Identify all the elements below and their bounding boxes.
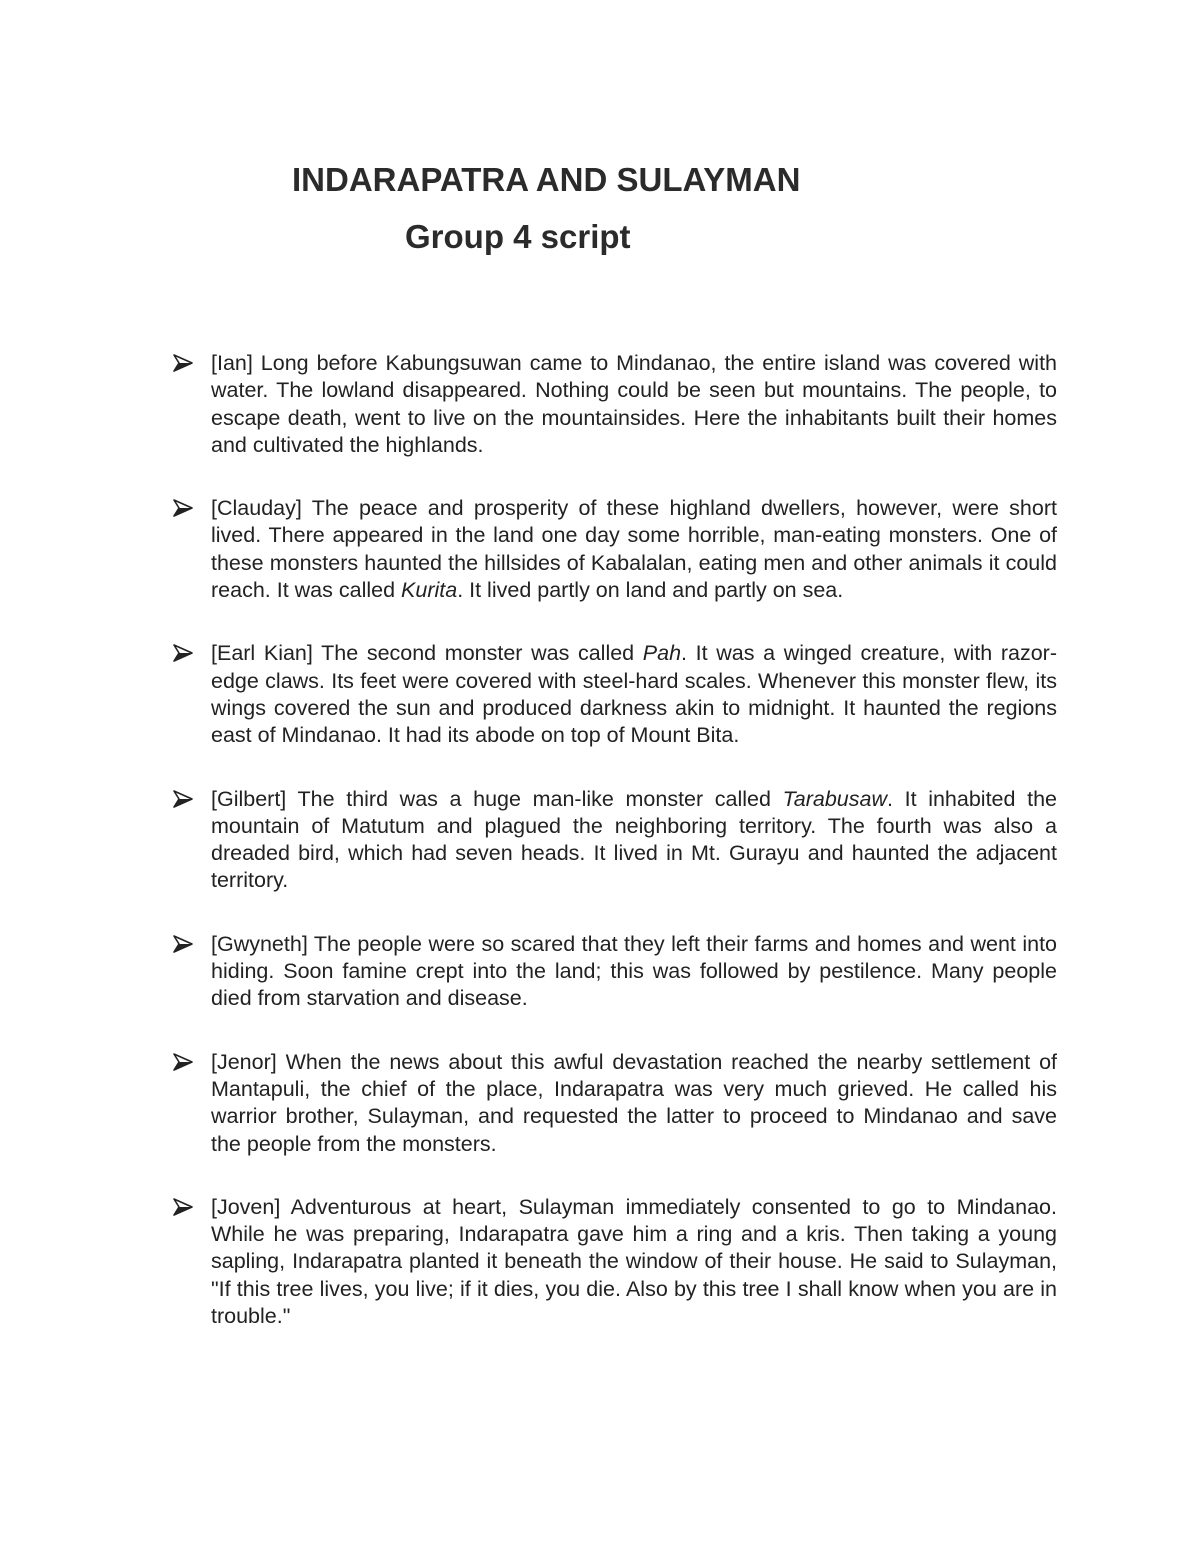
script-entry <box>172 931 1062 1013</box>
arrowhead-bullet-icon <box>172 789 194 809</box>
speaker-name: [Gilbert] <box>211 786 287 811</box>
script-entry <box>172 495 1062 604</box>
narration-text: When the news about this awful devastation reached the nearby settlement of Mantapuli, the chief of the place, Indarapatra was very much grieved. He called his warrior brother, Sulayman, and requested the latter to proceed to Mindanao and save the people from the monsters. <box>211 1049 1057 1156</box>
narration-text: Adventurous at heart, Sulayman immediately consented to go to Mindanao. While he was preparing, Indarapatra gave him a ring and a kris. Then taking a young sapling, Indarapatra planted it beneath the window of their house. He said to Sulayman, "If this tree lives, you live; if it dies, you die. Also by this tree I shall know when you are in trouble." <box>211 1194 1057 1329</box>
speaker-name: [Gwyneth] <box>211 931 308 956</box>
arrowhead-bullet-icon <box>172 643 194 663</box>
narration-text: . It inhabited the mountain of Matutum and plagued the neighboring territory. The fourth was also a dreaded bird, which had seven heads. It lived in Mt. Gurayu and haunted the adjacent territory. <box>211 786 1057 893</box>
monster-name: Tarabusaw <box>782 786 887 811</box>
monster-name: Kurita <box>401 578 458 603</box>
narration-text: The second monster was called <box>321 641 643 666</box>
script-entry-text <box>211 1194 1057 1330</box>
speaker-name: [Ian] <box>211 351 253 375</box>
arrowhead-bullet-icon <box>172 934 194 954</box>
narration-text: . It lived partly on land and partly on sea. <box>457 578 844 603</box>
arrowhead-bullet-icon <box>172 1052 194 1072</box>
script-entry-text <box>211 1049 1057 1158</box>
narration-text: Long before Kabungsuwan came to Mindanao, the entire island was covered with water. The lowland disappeared. Nothing could be seen but mountains. The people, to escape death, went to live on the mountainsides. Here the inhabitants built their homes and cultivated the highlands. <box>211 351 1057 457</box>
speaker-name: [Clauday] <box>211 496 302 521</box>
script-entry-list <box>172 350 1062 1366</box>
script-entry-text <box>211 640 1057 749</box>
narration-text: The peace and prosperity of these highland dwellers, however, were short lived. There appeared in the land one day some horrible, man-eating monsters. One of these monsters haunted the hillsides of Kabalalan, eating men and other animals it could reach. It was called <box>211 496 1057 603</box>
speaker-name: [Earl Kian] <box>211 641 313 666</box>
document-subtitle: Group 4 script <box>405 218 631 255</box>
speaker-name: [Joven] <box>211 1194 281 1219</box>
script-entry-text <box>211 495 1057 604</box>
script-entry-text <box>211 350 1057 459</box>
document-title: INDARAPATRA AND SULAYMAN <box>292 161 801 198</box>
script-entry <box>172 350 1062 459</box>
monster-name: Pah <box>642 641 682 666</box>
script-entry-text <box>211 931 1057 1013</box>
narration-text: . It was a winged creature, with razor-edge claws. Its feet were covered with steel-hard scales. Whenever this monster flew, its wings covered the sun and produced darkness akin to midnight. It haunted the regions east of Mindanao. It had its abode on top of Mount Bita. <box>211 641 1057 748</box>
speaker-name: [Jenor] <box>211 1049 277 1074</box>
arrowhead-bullet-icon <box>172 498 194 518</box>
script-entry <box>172 1194 1062 1330</box>
arrowhead-bullet-icon <box>172 1197 194 1217</box>
script-entry-text <box>211 786 1057 895</box>
narration-text: The third was a huge man-like monster called <box>297 786 783 811</box>
script-entry <box>172 1049 1062 1158</box>
script-entry <box>172 640 1062 749</box>
script-entry <box>172 786 1062 895</box>
narration-text: The people were so scared that they left their farms and homes and went into hiding. Soon famine crept into the land; this was followed by pestilence. Many people died from starvation and disease. <box>211 931 1058 1011</box>
arrowhead-bullet-icon <box>172 353 194 373</box>
